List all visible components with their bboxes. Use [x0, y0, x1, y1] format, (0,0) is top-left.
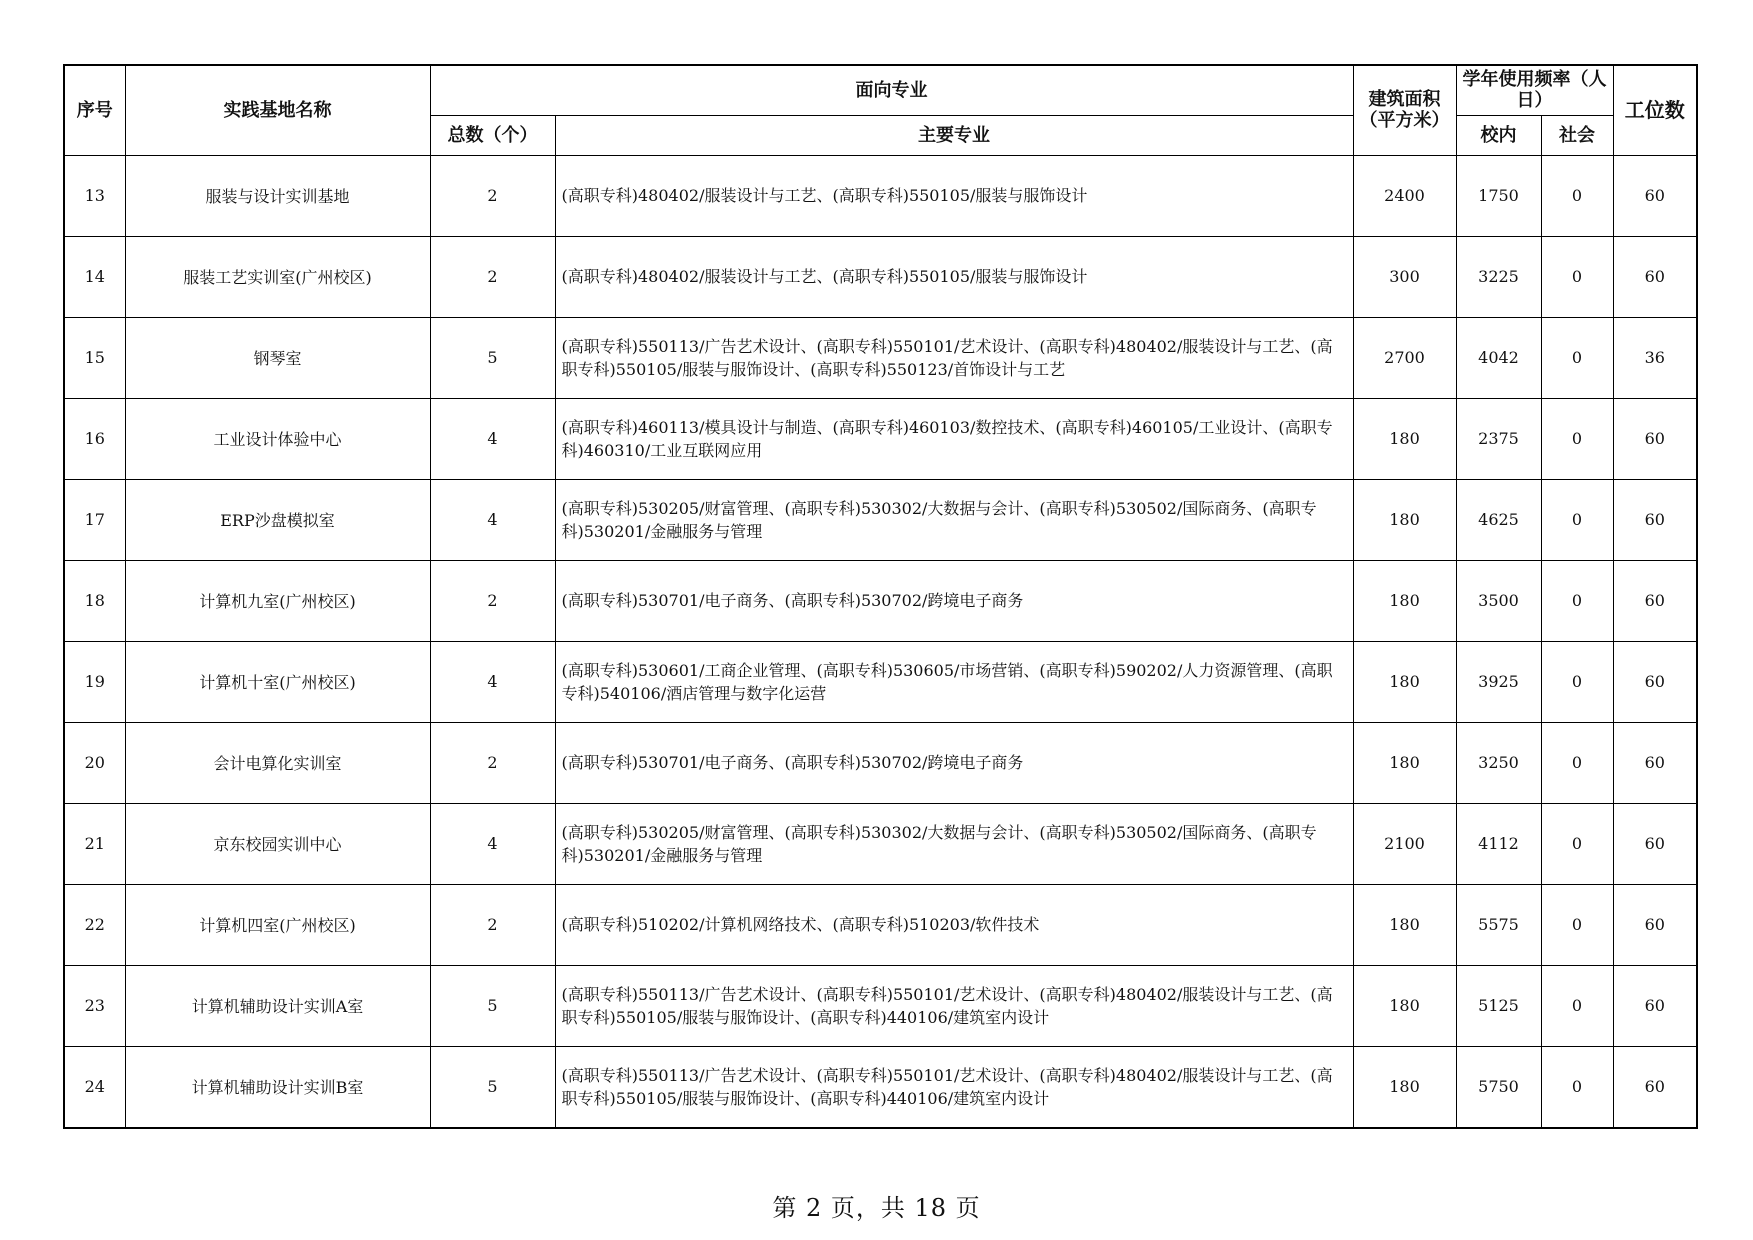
cell-total: 2: [430, 722, 555, 803]
cell-total: 4: [430, 479, 555, 560]
cell-name: ERP沙盘模拟室: [125, 479, 430, 560]
cell-area: 180: [1353, 641, 1456, 722]
cell-seq: 23: [64, 965, 125, 1046]
cell-majors: (高职专科)530701/电子商务、(高职专科)530702/跨境电子商务: [555, 560, 1353, 641]
cell-campus-frequency: 5750: [1456, 1046, 1541, 1128]
cell-total: 4: [430, 803, 555, 884]
cell-society-frequency: 0: [1541, 317, 1613, 398]
table-row: [64, 560, 1697, 641]
cell-name: 计算机九室(广州校区): [125, 560, 430, 641]
cell-seq: 15: [64, 317, 125, 398]
cell-total: 5: [430, 965, 555, 1046]
cell-campus-frequency: 5575: [1456, 884, 1541, 965]
cell-seq: 13: [64, 155, 125, 236]
cell-stations: 60: [1613, 560, 1697, 641]
cell-stations: 60: [1613, 803, 1697, 884]
table-body: [64, 155, 1697, 1128]
cell-name: 会计电算化实训室: [125, 722, 430, 803]
cell-area: 180: [1353, 1046, 1456, 1128]
cell-society-frequency: 0: [1541, 560, 1613, 641]
cell-stations: 60: [1613, 965, 1697, 1046]
cell-name: 京东校园实训中心: [125, 803, 430, 884]
header-name: 实践基地名称: [125, 65, 430, 155]
cell-name: 计算机辅助设计实训B室: [125, 1046, 430, 1128]
cell-society-frequency: 0: [1541, 803, 1613, 884]
table-row: [64, 317, 1697, 398]
table-row: [64, 1046, 1697, 1128]
cell-name: 钢琴室: [125, 317, 430, 398]
cell-majors: (高职专科)550113/广告艺术设计、(高职专科)550101/艺术设计、(高职专科)480402/服装设计与工艺、(高职专科)550105/服装与服饰设计、(高职专科)550123/首饰设计与工艺: [555, 317, 1353, 398]
cell-campus-frequency: 3250: [1456, 722, 1541, 803]
header-seq: 序号: [64, 65, 125, 155]
cell-stations: 60: [1613, 236, 1697, 317]
table-row: [64, 803, 1697, 884]
cell-campus-frequency: 4042: [1456, 317, 1541, 398]
cell-area: 180: [1353, 884, 1456, 965]
cell-campus-frequency: 3500: [1456, 560, 1541, 641]
table-row: [64, 965, 1697, 1046]
cell-society-frequency: 0: [1541, 641, 1613, 722]
cell-name: 服装工艺实训室(广州校区): [125, 236, 430, 317]
cell-campus-frequency: 1750: [1456, 155, 1541, 236]
cell-majors: (高职专科)510202/计算机网络技术、(高职专科)510203/软件技术: [555, 884, 1353, 965]
cell-campus-frequency: 3925: [1456, 641, 1541, 722]
cell-society-frequency: 0: [1541, 965, 1613, 1046]
cell-majors: (高职专科)550113/广告艺术设计、(高职专科)550101/艺术设计、(高职专科)480402/服装设计与工艺、(高职专科)550105/服装与服饰设计、(高职专科)440106/建筑室内设计: [555, 1046, 1353, 1128]
page-footer: 第 2 页，共 18 页: [772, 1194, 981, 1222]
cell-majors: (高职专科)530701/电子商务、(高职专科)530702/跨境电子商务: [555, 722, 1353, 803]
cell-total: 2: [430, 884, 555, 965]
cell-stations: 60: [1613, 398, 1697, 479]
table-row: [64, 884, 1697, 965]
cell-stations: 60: [1613, 479, 1697, 560]
cell-campus-frequency: 3225: [1456, 236, 1541, 317]
cell-area: 2100: [1353, 803, 1456, 884]
cell-campus-frequency: 5125: [1456, 965, 1541, 1046]
cell-seq: 14: [64, 236, 125, 317]
cell-total: 2: [430, 560, 555, 641]
cell-name: 计算机辅助设计实训A室: [125, 965, 430, 1046]
cell-total: 2: [430, 236, 555, 317]
cell-seq: 16: [64, 398, 125, 479]
cell-majors: (高职专科)550113/广告艺术设计、(高职专科)550101/艺术设计、(高职专科)480402/服装设计与工艺、(高职专科)550105/服装与服饰设计、(高职专科)440106/建筑室内设计: [555, 965, 1353, 1046]
header-frequency-group: 学年使用频率（人日）: [1456, 65, 1613, 115]
cell-total: 5: [430, 317, 555, 398]
cell-seq: 21: [64, 803, 125, 884]
header-stations: 工位数: [1613, 65, 1697, 155]
cell-majors: (高职专科)530601/工商企业管理、(高职专科)530605/市场营销、(高职专科)590202/人力资源管理、(高职专科)540106/酒店管理与数字化运营: [555, 641, 1353, 722]
cell-name: 工业设计体验中心: [125, 398, 430, 479]
table-row: [64, 479, 1697, 560]
header-society: 社会: [1541, 115, 1613, 155]
cell-area: 180: [1353, 965, 1456, 1046]
cell-seq: 20: [64, 722, 125, 803]
cell-stations: 60: [1613, 884, 1697, 965]
cell-area: 180: [1353, 722, 1456, 803]
header-area: 建筑面积（平方米）: [1353, 65, 1456, 155]
cell-stations: 60: [1613, 722, 1697, 803]
cell-seq: 17: [64, 479, 125, 560]
cell-stations: 36: [1613, 317, 1697, 398]
cell-seq: 19: [64, 641, 125, 722]
table-row: [64, 722, 1697, 803]
cell-area: 2700: [1353, 317, 1456, 398]
cell-stations: 60: [1613, 1046, 1697, 1128]
cell-majors: (高职专科)480402/服装设计与工艺、(高职专科)550105/服装与服饰设计: [555, 236, 1353, 317]
cell-majors: (高职专科)530205/财富管理、(高职专科)530302/大数据与会计、(高职专科)530502/国际商务、(高职专科)530201/金融服务与管理: [555, 803, 1353, 884]
header-majors-group: 面向专业: [430, 65, 1353, 115]
cell-society-frequency: 0: [1541, 884, 1613, 965]
cell-area: 180: [1353, 398, 1456, 479]
cell-society-frequency: 0: [1541, 1046, 1613, 1128]
cell-stations: 60: [1613, 155, 1697, 236]
header-campus: 校内: [1456, 115, 1541, 155]
cell-total: 5: [430, 1046, 555, 1128]
practice-base-table: [63, 64, 1698, 1129]
cell-majors: (高职专科)480402/服装设计与工艺、(高职专科)550105/服装与服饰设计: [555, 155, 1353, 236]
cell-society-frequency: 0: [1541, 236, 1613, 317]
cell-seq: 22: [64, 884, 125, 965]
cell-seq: 18: [64, 560, 125, 641]
cell-total: 2: [430, 155, 555, 236]
header-total: 总数（个）: [430, 115, 555, 155]
cell-society-frequency: 0: [1541, 155, 1613, 236]
cell-campus-frequency: 4625: [1456, 479, 1541, 560]
cell-society-frequency: 0: [1541, 479, 1613, 560]
table-row: [64, 155, 1697, 236]
cell-name: 计算机四室(广州校区): [125, 884, 430, 965]
table-row: [64, 398, 1697, 479]
cell-majors: (高职专科)530205/财富管理、(高职专科)530302/大数据与会计、(高职专科)530502/国际商务、(高职专科)530201/金融服务与管理: [555, 479, 1353, 560]
cell-area: 180: [1353, 479, 1456, 560]
cell-area: 180: [1353, 560, 1456, 641]
cell-society-frequency: 0: [1541, 722, 1613, 803]
table-row: [64, 641, 1697, 722]
header-main-majors: 主要专业: [555, 115, 1353, 155]
cell-area: 2400: [1353, 155, 1456, 236]
cell-majors: (高职专科)460113/模具设计与制造、(高职专科)460103/数控技术、(高职专科)460105/工业设计、(高职专科)460310/工业互联网应用: [555, 398, 1353, 479]
table-row: [64, 236, 1697, 317]
cell-stations: 60: [1613, 641, 1697, 722]
cell-society-frequency: 0: [1541, 398, 1613, 479]
cell-name: 计算机十室(广州校区): [125, 641, 430, 722]
cell-campus-frequency: 4112: [1456, 803, 1541, 884]
cell-total: 4: [430, 641, 555, 722]
cell-total: 4: [430, 398, 555, 479]
cell-area: 300: [1353, 236, 1456, 317]
cell-name: 服装与设计实训基地: [125, 155, 430, 236]
cell-seq: 24: [64, 1046, 125, 1128]
table-header: [64, 65, 1697, 155]
cell-campus-frequency: 2375: [1456, 398, 1541, 479]
